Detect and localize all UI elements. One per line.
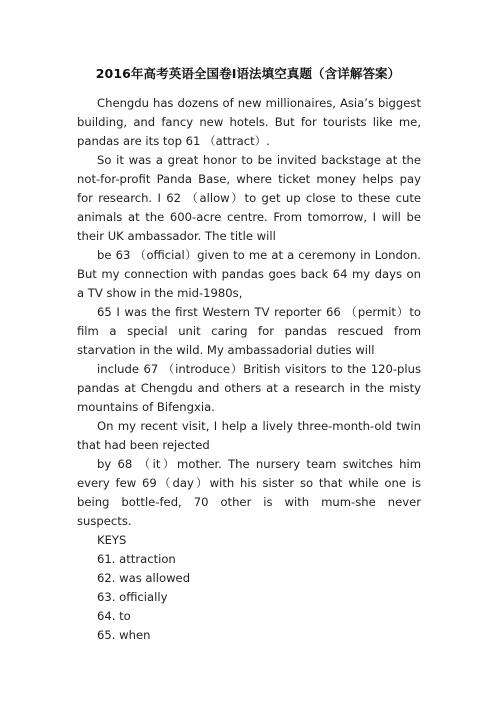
key-item: 63. officially <box>97 590 168 604</box>
paragraph-6: On my recent visit, I help a lively three-month-old twin that had been rejected <box>77 419 421 452</box>
paragraph-2: So it was a great honor to be invited backstage at the not-for-profit Panda Base, where ticket money helps pay for research. I 62 （allow）to get up close to these cute animals at the 600-acre centre. From tomorrow, I will be their UK ambassador. The title will <box>77 153 421 243</box>
key-item: 61. attraction <box>97 552 176 566</box>
document-title: 2016年高考英语全国卷Ⅰ语法填空真题（含详解答案） <box>95 66 401 81</box>
paragraph-4: 65 I was the first Western TV reporter 66 （permit）to film a special unit caring for pandas rescued from starvation in the wild. My ambassadorial duties will <box>77 305 421 357</box>
key-item: 65. when <box>97 628 151 642</box>
document-body <box>77 94 421 645</box>
paragraph-3: be 63 （official）given to me at a ceremony in London. But my connection with pandas goes back 64 my days on a TV show in the mid-1980s, <box>77 248 421 300</box>
key-item: 64. to <box>97 609 131 623</box>
paragraph-5: include 67 （introduce）British visitors to the 120-plus pandas at Chengdu and others at a research in the misty mountains of Bifengxia. <box>77 362 421 414</box>
paragraph-7: by 68 （it）mother. The nursery team switches him every few 69（day）with his sister so that while one is being bottle-fed, 70 other is with mum-she never suspects. <box>77 457 421 528</box>
keys-heading: KEYS <box>97 533 127 547</box>
paragraph-1: Chengdu has dozens of new millionaires, Asia’s biggest building, and fancy new hotels. But for tourists like me, pandas are its top 61 （attract）. <box>77 96 421 148</box>
key-item: 62. was allowed <box>97 571 191 585</box>
answer-keys <box>77 531 421 645</box>
